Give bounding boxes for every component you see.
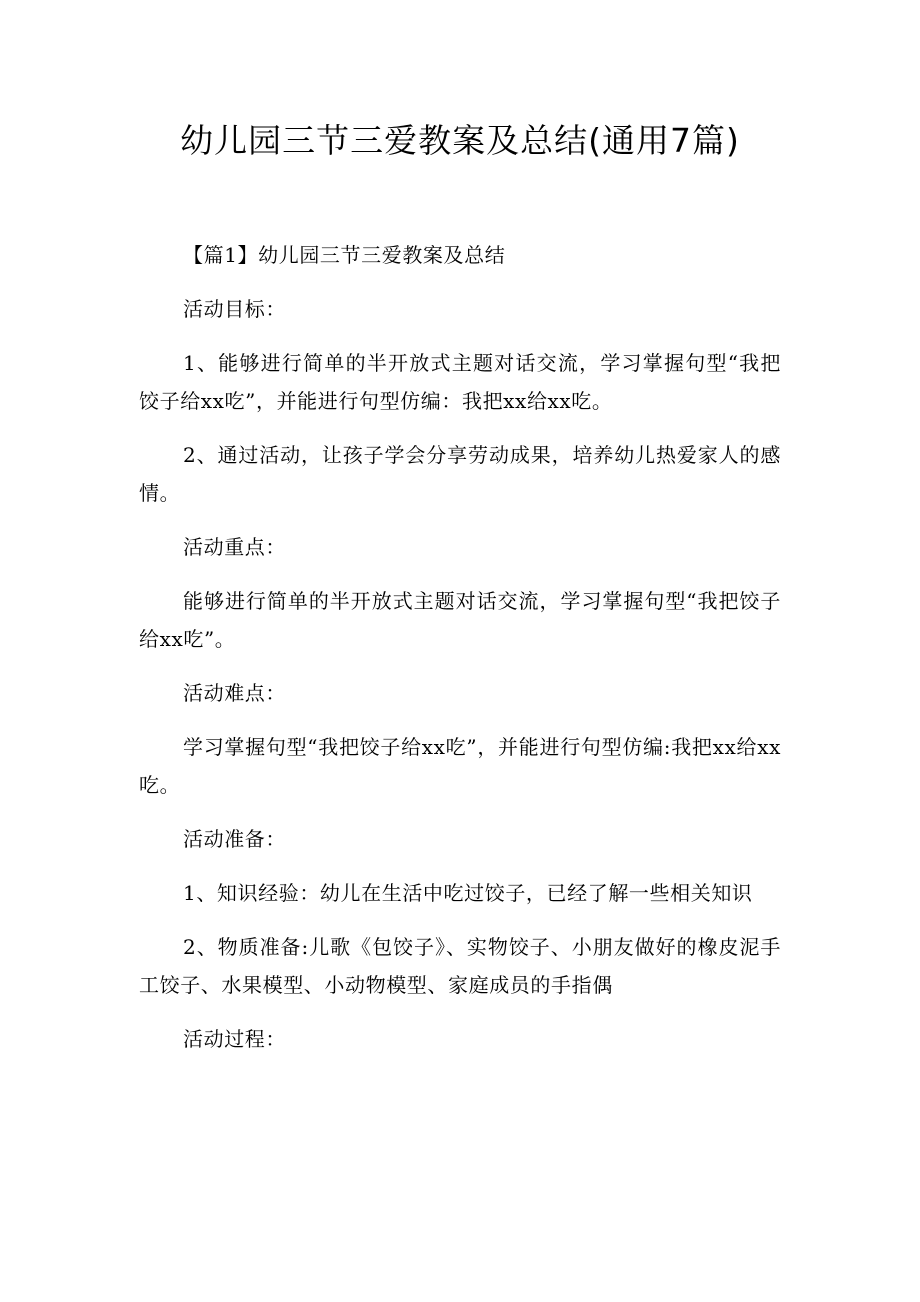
paragraph-difficulty: 学习掌握句型“我把饺子给xx吃”，并能进行句型仿编:我把xx给xx吃。 (139, 735, 781, 797)
paragraph-goal-1: 1、能够进行简单的半开放式主题对话交流，学习掌握句型“我把饺子给xx吃”，并能进行句型仿编：我把xx给xx吃。 (139, 351, 781, 413)
paragraph-preparation-2: 2、物质准备:儿歌《包饺子》、实物饺子、小朋友做好的橡皮泥手工饺子、水果模型、小动物模型、家庭成员的手指偶 (139, 935, 781, 997)
document-title: 幼儿园三节三爱教案及总结(通用7篇) (180, 121, 740, 160)
document-body (139, 236, 781, 1074)
section-heading: 【篇1】幼儿园三节三爱教案及总结 (183, 243, 506, 267)
paragraph-goal-2: 2、通过活动，让孩子学会分享劳动成果，培养幼儿热爱家人的感情。 (139, 443, 781, 505)
paragraph-focus: 能够进行简单的半开放式主题对话交流，学习掌握句型“我把饺子给xx吃”。 (139, 589, 781, 651)
paragraph-preparation-label: 活动准备： (183, 827, 286, 851)
paragraph-process-label: 活动过程： (183, 1027, 286, 1051)
paragraph-focus-label: 活动重点： (183, 535, 286, 559)
paragraph-difficulty-label: 活动难点： (183, 681, 286, 705)
paragraph-activity-goals-label: 活动目标： (183, 297, 286, 321)
paragraph-preparation-1: 1、知识经验：幼儿在生活中吃过饺子，已经了解一些相关知识 (183, 881, 753, 905)
